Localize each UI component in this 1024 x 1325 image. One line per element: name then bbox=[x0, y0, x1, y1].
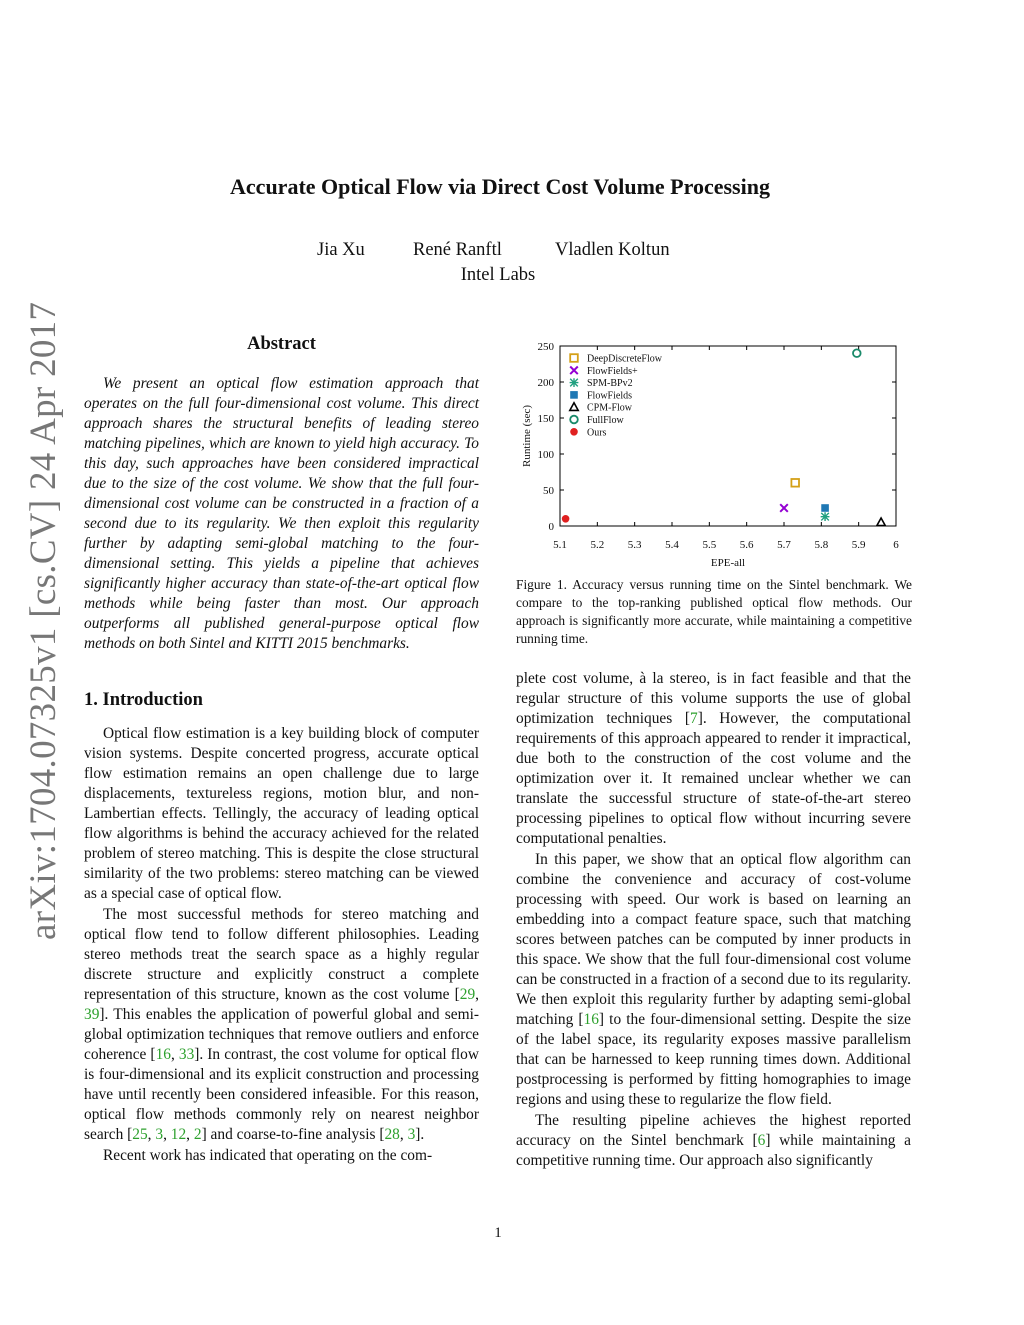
citation-link[interactable]: 16 bbox=[155, 1046, 171, 1063]
legend-marker bbox=[570, 354, 578, 362]
text-span: The resulting pipeline achieves the highest reported accuracy on the Sintel benchmark [ bbox=[516, 1112, 911, 1149]
y-tick-label: 250 bbox=[537, 341, 554, 353]
citation-link[interactable]: 3 bbox=[407, 1126, 416, 1143]
author-name: Vladlen Koltun bbox=[555, 240, 670, 260]
legend-label: FlowFields bbox=[587, 390, 633, 402]
left-column bbox=[84, 374, 479, 1166]
citation-link[interactable]: 33 bbox=[178, 1046, 195, 1063]
text-span: ]. This enables the application of powerful global and semi-global optimization techniques that remove outliers and enforce coherence [ bbox=[84, 1006, 479, 1063]
body-paragraph: Optical flow estimation is a key building block of computer vision systems. Despite concerted progress, accurate optical flow estimation remains an open challenge due to large displacements, textureless regions, motion blur, and non-Lambertian effects. Tellingly, the accuracy of leading optical flow algorithms is behind the accuracy achieved for the related problem of stereo matching. This is despite the close structural similarity of the two problems: stereo matching can be viewed as a special case of optical flow. bbox=[84, 725, 479, 902]
legend-label: Ours bbox=[587, 427, 607, 439]
x-tick-label: 5.5 bbox=[702, 539, 717, 551]
y-tick-label: 50 bbox=[543, 485, 554, 497]
affiliation: Intel Labs bbox=[460, 265, 536, 285]
x-tick-label: 5.2 bbox=[590, 539, 605, 551]
arxiv-stamp: arXiv:1704.07325v1 [cs.CV] 24 Apr 2017 bbox=[23, 301, 64, 940]
legend-marker bbox=[570, 416, 578, 424]
section-heading: 1. Introduction bbox=[84, 690, 203, 710]
abstract-paragraph: We present an optical flow estimation approach that operates on the full four-dimensional cost volume. This direct approach shares the structural benefits of leading stereo matching pipelines, which are known to yield high accuracy. To this day, such approaches have been considered impractical due to the size of the cost volume. We show that the full four-dimensional cost volume can be constructed in a fraction of a second due to its regularity. We then exploit this regularity further by adapting semi-global matching to the four-dimensional setting. This yields a pipeline that achieves significantly higher accuracy than state-of-the-art optical flow methods while being faster than most. Our approach outperforms all published general-purpose optical flow methods on both Sintel and KITTI 2015 benchmarks. bbox=[84, 375, 479, 652]
citation-link[interactable]: 25 bbox=[132, 1126, 148, 1143]
legend-label: CPM-Flow bbox=[587, 402, 633, 414]
legend-label: FlowFields+ bbox=[587, 365, 638, 377]
citation-link[interactable]: 3 bbox=[155, 1126, 164, 1143]
author-name: Jia Xu bbox=[317, 240, 365, 260]
data-point bbox=[791, 479, 799, 487]
text-span: The most successful methods for stereo matching and optical flow tend to follow different philosophies. Leading stereo methods treat the search space as a highly regular discrete structure and explicitly construct a complete representation of this structure, known as the cost volume [ bbox=[84, 906, 479, 1003]
y-tick-label: 150 bbox=[537, 413, 554, 425]
data-point bbox=[877, 518, 885, 526]
x-tick-label: 6 bbox=[893, 539, 899, 551]
citation-link[interactable]: 2 bbox=[193, 1126, 202, 1143]
text-span: , bbox=[170, 1046, 179, 1063]
x-tick-label: 5.4 bbox=[665, 539, 679, 551]
y-tick-label: 0 bbox=[548, 521, 554, 533]
legend-marker bbox=[570, 391, 578, 399]
page-number: 1 bbox=[494, 1225, 502, 1241]
text-span: , bbox=[186, 1126, 194, 1143]
text-span: , bbox=[163, 1126, 171, 1143]
legend-marker bbox=[570, 378, 579, 387]
legend-marker bbox=[570, 428, 578, 436]
citation-link[interactable]: 28 bbox=[384, 1126, 400, 1143]
text-span: In this paper, we show that an optical flow algorithm can combine the convenience and accuracy of cost-volume processing with speed. Our work is based on learning an embedding into a compact feature space, such that matching scores between patches can be computed by inner products in this space. We show that the full four-dimensional cost volume can be constructed in a fraction of a second due to its regularity. We then exploit this regularity further by adapting semi-global matching [ bbox=[516, 851, 911, 1028]
figure-1-chart bbox=[516, 338, 916, 578]
body-paragraph: Recent work has indicated that operating on the com- bbox=[103, 1147, 433, 1164]
x-axis-label: EPE-all bbox=[710, 557, 746, 569]
citation-link[interactable]: 16 bbox=[583, 1011, 599, 1028]
text-span: , bbox=[399, 1126, 408, 1143]
paper-title: Accurate Optical Flow via Direct Cost Volume Processing bbox=[230, 174, 770, 199]
data-point bbox=[821, 504, 829, 512]
right-column bbox=[516, 669, 911, 1171]
legend-marker bbox=[570, 403, 578, 411]
legend-label: DeepDiscreteFlow bbox=[587, 353, 662, 365]
y-tick-label: 100 bbox=[537, 449, 554, 461]
text-span: ] while maintaining a competitive running time. Our approach also significantly bbox=[516, 1132, 912, 1169]
figure-caption: Figure 1. Accuracy versus running time on the Sintel benchmark. We compare to the top-ranking published optical flow methods. Our approach is significantly more accurate, while maintaining a competitive running time. bbox=[516, 577, 912, 646]
citation-link[interactable]: 12 bbox=[170, 1126, 187, 1143]
text-span: ]. In contrast, the cost volume for optical flow is four-dimensional and its explicit construction and processing have until recently been considered infeasible. For this reason, optical flow methods commonly rely on nearest neighbor search [ bbox=[84, 1046, 479, 1143]
citation-link[interactable]: 29 bbox=[459, 986, 476, 1003]
body-paragraph bbox=[516, 850, 911, 1110]
data-point bbox=[821, 512, 830, 521]
text-span: plete cost volume, à la stereo, is in fact feasible and that the regular structure of this volume supports the use of global optimization techniques [ bbox=[516, 670, 911, 727]
x-tick-label: 5.6 bbox=[739, 539, 754, 551]
text-span: , bbox=[475, 986, 479, 1003]
body-paragraph bbox=[516, 1111, 911, 1171]
legend-label: SPM-BPv2 bbox=[587, 378, 633, 390]
legend-label: FullFlow bbox=[587, 415, 624, 426]
citation-link[interactable]: 39 bbox=[84, 1006, 100, 1023]
data-point bbox=[853, 349, 861, 357]
y-tick-label: 200 bbox=[537, 377, 554, 389]
body-paragraph bbox=[516, 669, 911, 849]
data-point bbox=[780, 504, 788, 512]
legend-marker bbox=[570, 367, 578, 375]
author-name: René Ranftl bbox=[413, 240, 502, 260]
text-span: ]. However, the computational requirements of this approach appeared to render it impractical, due both to the construction of the cost volume and the optimization over it. It remained unclear whether we can translate the successful structure of state-of-the-art stereo processing pipelines to optical flow without incurring severe computational penalties. bbox=[516, 710, 911, 847]
text-span: ]. bbox=[415, 1126, 425, 1143]
body-paragraph bbox=[84, 905, 479, 1145]
x-tick-label: 5.8 bbox=[814, 539, 829, 551]
abstract-heading: Abstract bbox=[247, 334, 316, 354]
text-span: ] and coarse-to-fine analysis [ bbox=[201, 1126, 385, 1143]
text-span: ] to the four-dimensional setting. Despite the size of the label space, its regularity exposes massive parallelism that can be harnessed to keep running times down. Additional postprocessing is performed by fitting homographies to image regions and using these to regularize the flow field. bbox=[516, 1011, 912, 1108]
y-axis-label: Runtime (sec) bbox=[521, 404, 533, 468]
x-tick-label: 5.3 bbox=[627, 539, 642, 551]
citation-link[interactable]: 6 bbox=[757, 1132, 766, 1149]
data-point bbox=[562, 515, 570, 523]
x-tick-label: 5.1 bbox=[553, 539, 567, 551]
abstract-body bbox=[84, 374, 479, 654]
x-tick-label: 5.7 bbox=[777, 539, 791, 551]
x-tick-label: 5.9 bbox=[851, 539, 866, 551]
citation-link[interactable]: 7 bbox=[689, 710, 698, 727]
text-span: , bbox=[147, 1126, 156, 1143]
